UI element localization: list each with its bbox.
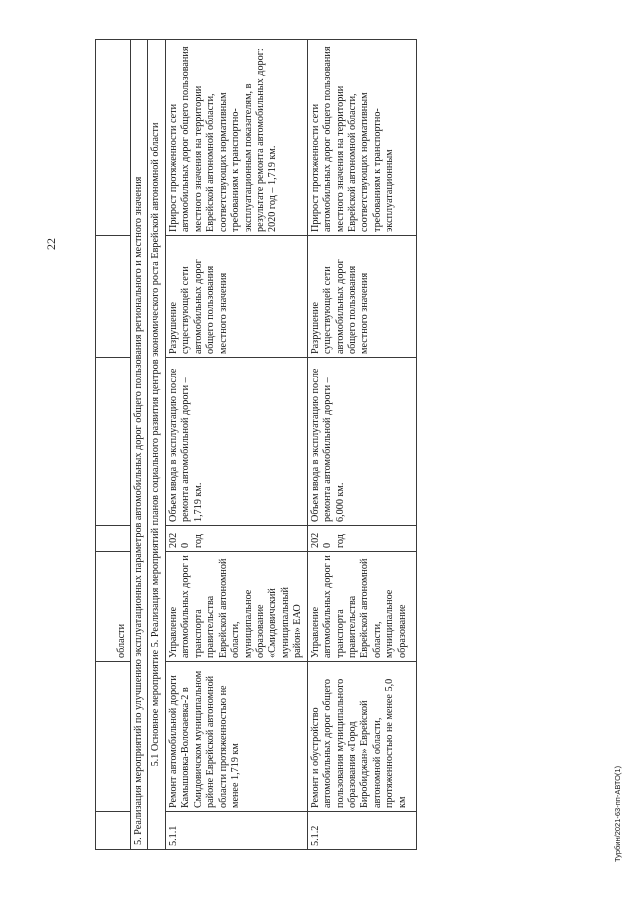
footer-code: Турбин/2021-63-пп-АВТО(1) [613, 765, 622, 862]
header-cell [96, 358, 131, 526]
row-link: Прирост протяженности сети автомобильных дорог общего пользования местного значения на территории Еврейской автономной области, соответствующих нормативным требованиям к транспортно-эксплуатационным показателям, в результате ремонта автомобильных дорог: 2020 год – 1,719 км. [165, 40, 307, 236]
table-row [165, 40, 307, 850]
row-executor: Управление автомобильных дорог и транспорта правительства Еврейской автономной области, муниципальное образование «Смидовичский муниципальный район» ЕАО [165, 552, 307, 662]
subsection-title: 5.1 Основное мероприятие 5. Реализация мероприятий планов социального развития центров экономического роста Еврейской автономной области [148, 40, 165, 850]
header-cell [96, 40, 131, 236]
table-row [307, 40, 416, 850]
row-consequence: Разрушение существующей сети автомобильных дорог общего пользования местного значения [307, 236, 416, 358]
page-number: 22 [44, 238, 58, 250]
program-table [95, 40, 435, 850]
header-cell [96, 526, 131, 552]
header-cell [96, 662, 131, 812]
row-year: 2020 год [165, 526, 307, 552]
row-executor: Управление автомобильных дорог и транспорта правительства Еврейской автономной области, муниципальное образование [307, 552, 416, 662]
row-number: 5.1.1 [165, 812, 307, 850]
section-row [131, 40, 148, 850]
row-result: Объем ввода в эксплуатацию после ремонта автомобильной дороги – 6,000 км. [307, 358, 416, 526]
row-result: Объем ввода в эксплуатацию после ремонта автомобильной дороги – 1,719 км. [165, 358, 307, 526]
row-name: Ремонт и обустройство автомобильных дорог общего пользования муниципального образования «Город Биробиджан» Еврейской автономной области, протяженностью не менее 5,0 км [307, 662, 416, 812]
row-name: Ремонт автомобильной дороги Камышовка-Волочаевка-2 в Смидовичском муниципальном районе Еврейской автономной области протяженностью не менее 1,719 км [165, 662, 307, 812]
header-row [96, 40, 131, 850]
row-year: 2020 год [307, 526, 416, 552]
row-number: 5.1.2 [307, 812, 416, 850]
subsection-row [148, 40, 165, 850]
header-cell [96, 812, 131, 850]
header-cell [96, 236, 131, 358]
row-consequence: Разрушение существующей сети автомобильных дорог общего пользования местного значения [165, 236, 307, 358]
row-link: Прирост протяженности сети автомобильных дорог общего пользования местного значения на территории Еврейской автономной области, соответствующих нормативным требованиям к транспортно-эксплуатационным [307, 40, 416, 236]
header-cell: области [96, 552, 131, 662]
section-title: 5. Реализация мероприятий по улучшению эксплуатационных параметров автомобильных дорог общего пользования регионального и местного значения [131, 40, 148, 850]
